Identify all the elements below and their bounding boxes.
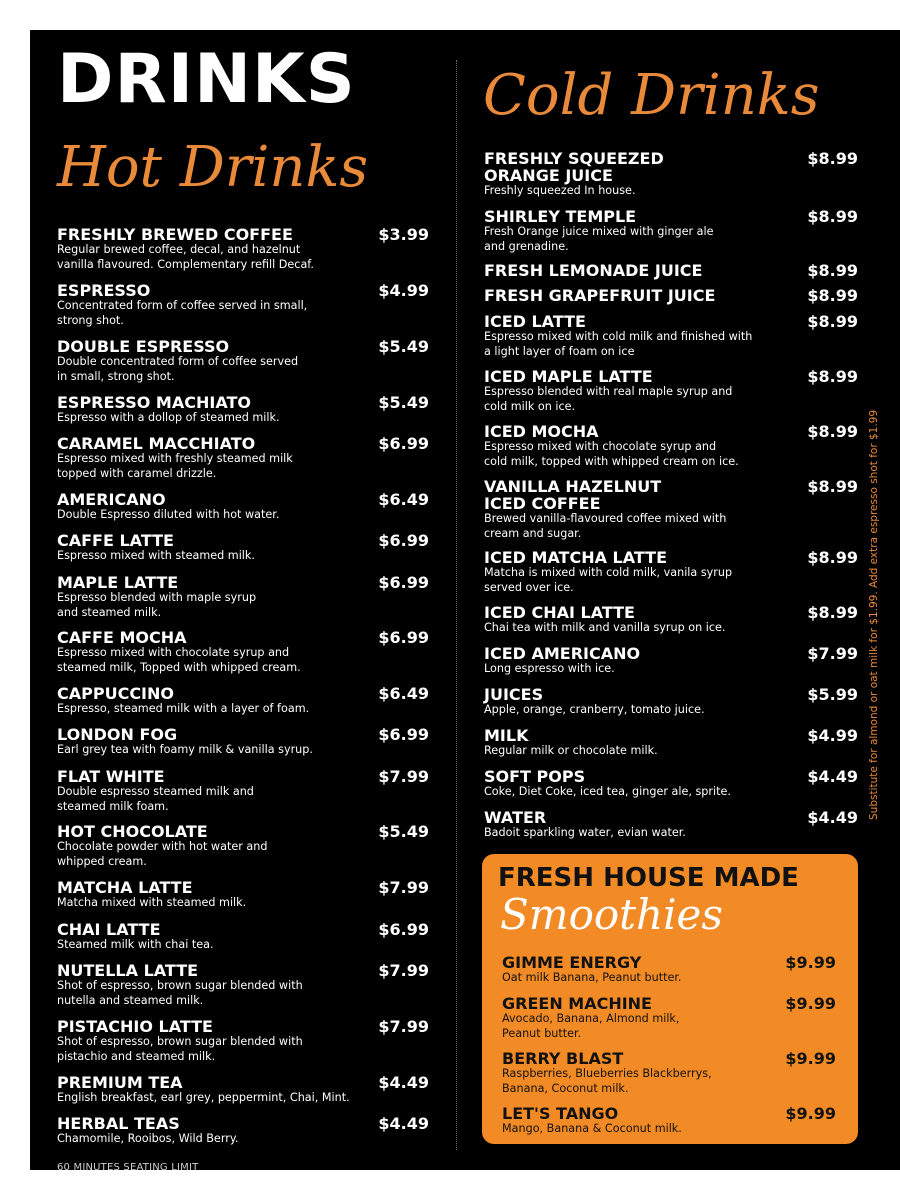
- item-description: Raspberries, Blueberries Blackberrys, Banana, Coconut milk.: [502, 1067, 712, 1095]
- item-price: $7.99: [378, 961, 429, 980]
- item-description: Espresso mixed with steamed milk.: [57, 549, 255, 562]
- item-name: HOT CHOCOLATE: [57, 822, 208, 841]
- item-price: $5.49: [378, 822, 429, 841]
- item-price: $9.99: [785, 1104, 836, 1123]
- item-description: Espresso mixed with chocolate syrup and cold milk, topped with whipped cream on ice.: [484, 440, 739, 468]
- item-price: $4.49: [378, 1114, 429, 1133]
- menu-item: [502, 954, 836, 986]
- menu-title: DRINKS: [57, 40, 356, 119]
- item-name: BERRY BLAST: [502, 1049, 624, 1068]
- item-name: ESPRESSO: [57, 281, 151, 300]
- hot-drinks-title: Hot Drinks: [57, 135, 369, 200]
- item-name: CAFFE MOCHA: [57, 628, 187, 647]
- item-description: Espresso blended with maple syrup and steamed milk.: [57, 591, 257, 619]
- item-price: $8.99: [807, 261, 858, 280]
- item-name: NUTELLA LATTE: [57, 961, 199, 980]
- menu-item: [484, 313, 858, 359]
- menu-item: [57, 1074, 429, 1106]
- menu-item: [57, 962, 429, 1008]
- item-description: Espresso blended with real maple syrup and cold milk on ice.: [484, 385, 733, 413]
- column-divider: [456, 60, 458, 1150]
- menu-item: [502, 995, 836, 1041]
- item-price: $3.99: [378, 225, 429, 244]
- item-price: $5.49: [378, 337, 429, 356]
- item-description: Oat milk Banana, Peanut butter.: [502, 971, 682, 984]
- menu-item: [57, 1018, 429, 1064]
- item-price: $6.99: [378, 531, 429, 550]
- item-description: Mango, Banana & Coconut milk.: [502, 1122, 682, 1135]
- item-name: GIMME ENERGY: [502, 953, 642, 972]
- item-price: $8.99: [807, 149, 858, 168]
- item-price: $4.99: [807, 726, 858, 745]
- item-description: Avocado, Banana, Almond milk, Peanut butter.: [502, 1012, 680, 1040]
- cold-drinks-title: Cold Drinks: [483, 63, 820, 128]
- menu-item: [502, 1105, 836, 1137]
- item-name: AMERICANO: [57, 490, 166, 509]
- side-note: Substitute for almond or oat milk for $1.99. Add extra espresso shot for $1.99: [868, 409, 880, 820]
- menu-item: [57, 726, 429, 758]
- item-name: CARAMEL MACCHIATO: [57, 434, 256, 453]
- item-name: MILK: [484, 726, 529, 745]
- item-description: Brewed vanilla-flavoured coffee mixed with cream and sugar.: [484, 512, 727, 540]
- item-name: CHAI LATTE: [57, 920, 161, 939]
- item-description: Concentrated form of coffee served in small, strong shot.: [57, 299, 308, 327]
- item-price: $8.99: [807, 312, 858, 331]
- item-description: Double concentrated form of coffee served in small, strong shot.: [57, 355, 299, 383]
- menu-item: [484, 150, 858, 199]
- item-name: DOUBLE ESPRESSO: [57, 337, 230, 356]
- item-name: CAPPUCCINO: [57, 684, 174, 703]
- item-price: $6.99: [378, 573, 429, 592]
- footer-note: 60 MINUTES SEATING LIMIT: [57, 1162, 199, 1173]
- menu-item: [57, 879, 429, 911]
- item-name: VANILLA HAZELNUT ICED COFFEE: [484, 477, 662, 513]
- item-price: $8.99: [807, 477, 858, 496]
- item-description: Espresso, steamed milk with a layer of foam.: [57, 702, 310, 715]
- item-description: Shot of espresso, brown sugar blended with pistachio and steamed milk.: [57, 1035, 303, 1063]
- item-description: Steamed milk with chai tea.: [57, 938, 214, 951]
- menu-item: [484, 645, 858, 677]
- item-description: Apple, orange, cranberry, tomato juice.: [484, 703, 705, 716]
- item-price: $7.99: [378, 878, 429, 897]
- menu-item: [57, 491, 429, 523]
- item-price: $4.49: [807, 808, 858, 827]
- smoothie-heading: FRESH HOUSE MADE: [498, 863, 799, 893]
- item-name: JUICES: [484, 685, 544, 704]
- smoothie-panel: [482, 854, 858, 1144]
- item-name: ICED LATTE: [484, 312, 586, 331]
- item-description: Espresso mixed with freshly steamed milk topped with caramel drizzle.: [57, 452, 293, 480]
- menu-item: [502, 1050, 836, 1096]
- item-price: $8.99: [807, 367, 858, 386]
- menu-item: [57, 532, 429, 564]
- item-name: ESPRESSO MACHIATO: [57, 393, 251, 412]
- menu-item: [57, 768, 429, 814]
- item-name: MATCHA LATTE: [57, 878, 193, 897]
- item-price: $5.99: [807, 685, 858, 704]
- item-price: $9.99: [785, 1049, 836, 1068]
- menu-item: [57, 921, 429, 953]
- item-price: $6.99: [378, 628, 429, 647]
- item-name: LONDON FOG: [57, 725, 178, 744]
- item-name: FRESHLY BREWED COFFEE: [57, 225, 293, 244]
- item-name: WATER: [484, 808, 547, 827]
- item-name: ICED AMERICANO: [484, 644, 641, 663]
- item-name: SOFT POPS: [484, 767, 586, 786]
- menu-item: [484, 368, 858, 414]
- item-description: Shot of espresso, brown sugar blended with nutella and steamed milk.: [57, 979, 303, 1007]
- item-name: HERBAL TEAS: [57, 1114, 180, 1133]
- menu-item: [57, 629, 429, 675]
- menu-item: [57, 823, 429, 869]
- item-name: LET'S TANGO: [502, 1104, 619, 1123]
- item-price: $7.99: [378, 767, 429, 786]
- menu-item: [484, 686, 858, 718]
- menu-item: [57, 338, 429, 384]
- item-price: $7.99: [378, 1017, 429, 1036]
- item-description: Fresh Orange juice mixed with ginger ale and grenadine.: [484, 225, 714, 253]
- item-name: PISTACHIO LATTE: [57, 1017, 213, 1036]
- item-price: $6.99: [378, 725, 429, 744]
- item-price: $8.99: [807, 422, 858, 441]
- menu-item: [484, 423, 858, 469]
- item-price: $4.99: [378, 281, 429, 300]
- item-description: Regular brewed coffee, decal, and hazelnut vanilla flavoured. Complementary refill Decaf.: [57, 243, 314, 271]
- item-price: $6.99: [378, 920, 429, 939]
- menu-item: [57, 435, 429, 481]
- item-name: ICED MOCHA: [484, 422, 599, 441]
- menu-item: [57, 394, 429, 426]
- item-description: Matcha mixed with steamed milk.: [57, 896, 247, 909]
- item-price: $6.49: [378, 490, 429, 509]
- item-price: $8.99: [807, 286, 858, 305]
- item-name: MAPLE LATTE: [57, 573, 179, 592]
- item-name: FRESH LEMONADE JUICE: [484, 261, 703, 280]
- menu-item: [57, 226, 429, 272]
- item-description: Matcha is mixed with cold milk, vanila syrup served over ice.: [484, 566, 733, 594]
- item-price: $4.49: [378, 1073, 429, 1092]
- item-price: $7.99: [807, 644, 858, 663]
- item-description: Chamomile, Rooibos, Wild Berry.: [57, 1132, 239, 1145]
- item-name: FRESHLY SQUEEZED ORANGE JUICE: [484, 149, 664, 185]
- menu-item: [484, 262, 858, 279]
- item-description: Chocolate powder with hot water and whipped cream.: [57, 840, 268, 868]
- item-price: $9.99: [785, 994, 836, 1013]
- menu-item: [484, 478, 858, 541]
- item-price: $4.49: [807, 767, 858, 786]
- item-description: English breakfast, earl grey, peppermint, Chai, Mint.: [57, 1091, 350, 1104]
- menu-item: [484, 549, 858, 595]
- menu-item: [484, 208, 858, 254]
- menu-item: [57, 282, 429, 328]
- item-name: FLAT WHITE: [57, 767, 165, 786]
- item-name: ICED MAPLE LATTE: [484, 367, 653, 386]
- menu-item: [57, 685, 429, 717]
- item-price: $5.49: [378, 393, 429, 412]
- item-name: ICED CHAI LATTE: [484, 603, 635, 622]
- item-name: ICED MATCHA LATTE: [484, 548, 667, 567]
- item-price: $6.49: [378, 684, 429, 703]
- item-description: Regular milk or chocolate milk.: [484, 744, 658, 757]
- menu-item: [57, 1115, 429, 1147]
- item-name: SHIRLEY TEMPLE: [484, 207, 637, 226]
- item-description: Espresso mixed with cold milk and finished with a light layer of foam on ice: [484, 330, 753, 358]
- menu-item: [57, 574, 429, 620]
- item-description: Espresso with a dollop of steamed milk.: [57, 411, 280, 424]
- menu-item: [484, 768, 858, 800]
- item-description: Chai tea with milk and vanilla syrup on ice.: [484, 621, 726, 634]
- menu-item: [484, 809, 858, 841]
- item-description: Freshly squeezed In house.: [484, 184, 636, 197]
- item-description: Double Espresso diluted with hot water.: [57, 508, 280, 521]
- item-description: Double espresso steamed milk and steamed milk foam.: [57, 785, 254, 813]
- item-price: $9.99: [785, 953, 836, 972]
- item-price: $8.99: [807, 548, 858, 567]
- item-price: $6.99: [378, 434, 429, 453]
- item-description: Espresso mixed with chocolate syrup and steamed milk, Topped with whipped cream.: [57, 646, 301, 674]
- menu-item: [484, 604, 858, 636]
- item-name: CAFFE LATTE: [57, 531, 174, 550]
- item-description: Coke, Diet Coke, iced tea, ginger ale, sprite.: [484, 785, 731, 798]
- item-price: $8.99: [807, 207, 858, 226]
- item-price: $8.99: [807, 603, 858, 622]
- item-description: Long espresso with ice.: [484, 662, 615, 675]
- item-description: Earl grey tea with foamy milk & vanilla syrup.: [57, 743, 313, 756]
- item-name: PREMIUM TEA: [57, 1073, 183, 1092]
- item-name: FRESH GRAPEFRUIT JUICE: [484, 286, 716, 305]
- menu-item: [484, 727, 858, 759]
- smoothie-script-title: Smoothies: [500, 890, 723, 939]
- menu-item: [484, 287, 858, 304]
- item-name: GREEN MACHINE: [502, 994, 652, 1013]
- item-description: Badoit sparkling water, evian water.: [484, 826, 686, 839]
